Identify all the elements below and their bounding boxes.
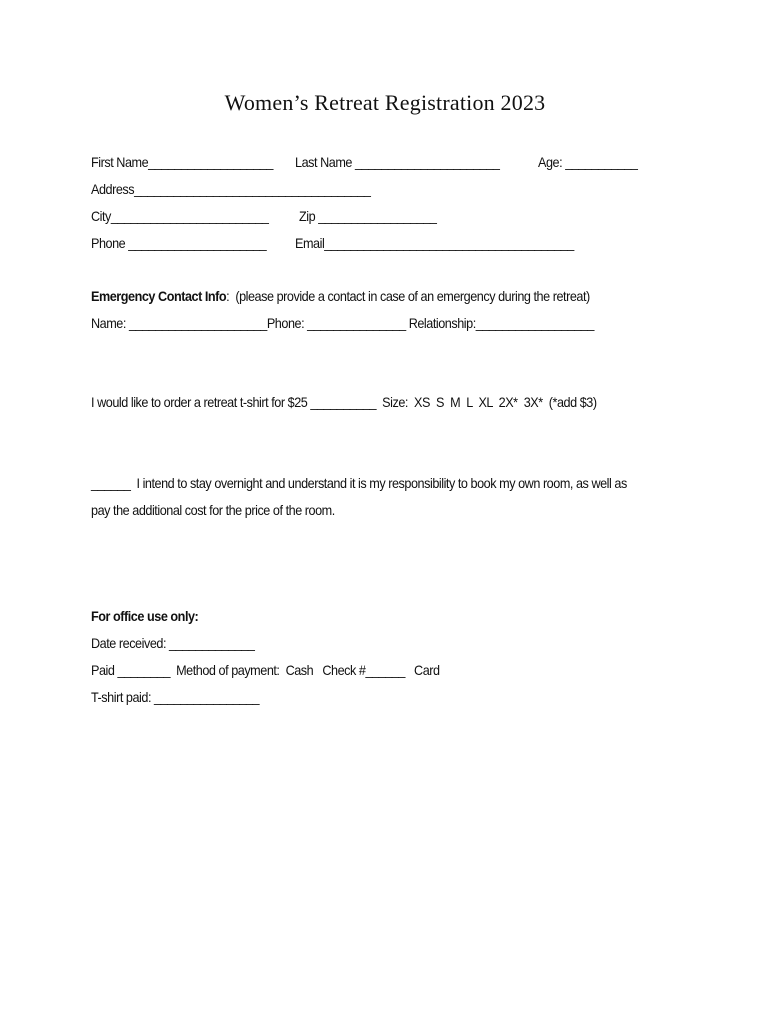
emergency-contact-label: Emergency Contact Info: [91, 289, 227, 304]
phone-field[interactable]: Phone _____________________: [91, 236, 267, 251]
overnight-statement-line1[interactable]: ______ I intend to stay overnight and understand it is my responsibility to book my own room, as well as: [91, 476, 627, 491]
email-field[interactable]: Email______________________________________: [295, 236, 574, 251]
last-name-field[interactable]: Last Name ______________________: [295, 155, 500, 170]
emergency-contact-instructions: : (please provide a contact in case of an emergency during the retreat): [226, 289, 590, 304]
office-use-heading: For office use only:: [91, 609, 199, 624]
tshirt-paid-field[interactable]: T-shirt paid: ________________: [91, 690, 260, 705]
age-field[interactable]: Age: ___________: [538, 155, 638, 170]
payment-field[interactable]: Paid ________ Method of payment: Cash Check #______ Card: [91, 663, 440, 678]
city-field[interactable]: City________________________: [91, 209, 269, 224]
zip-field[interactable]: Zip __________________: [299, 209, 437, 224]
address-field[interactable]: Address____________________________________: [91, 182, 371, 197]
emergency-contact-heading: [91, 289, 590, 304]
first-name-field[interactable]: First Name___________________: [91, 155, 273, 170]
date-received-field[interactable]: Date received: _____________: [91, 636, 255, 651]
overnight-statement-line2: pay the additional cost for the price of the room.: [91, 503, 335, 518]
form-title: Women’s Retreat Registration 2023: [224, 90, 546, 115]
tshirt-order-field[interactable]: I would like to order a retreat t-shirt for $25 __________ Size: XS S M L XL 2X* 3X* (*add $3): [91, 395, 597, 410]
emergency-contact-fields[interactable]: Name: _____________________Phone: _______________ Relationship:__________________: [91, 316, 594, 331]
